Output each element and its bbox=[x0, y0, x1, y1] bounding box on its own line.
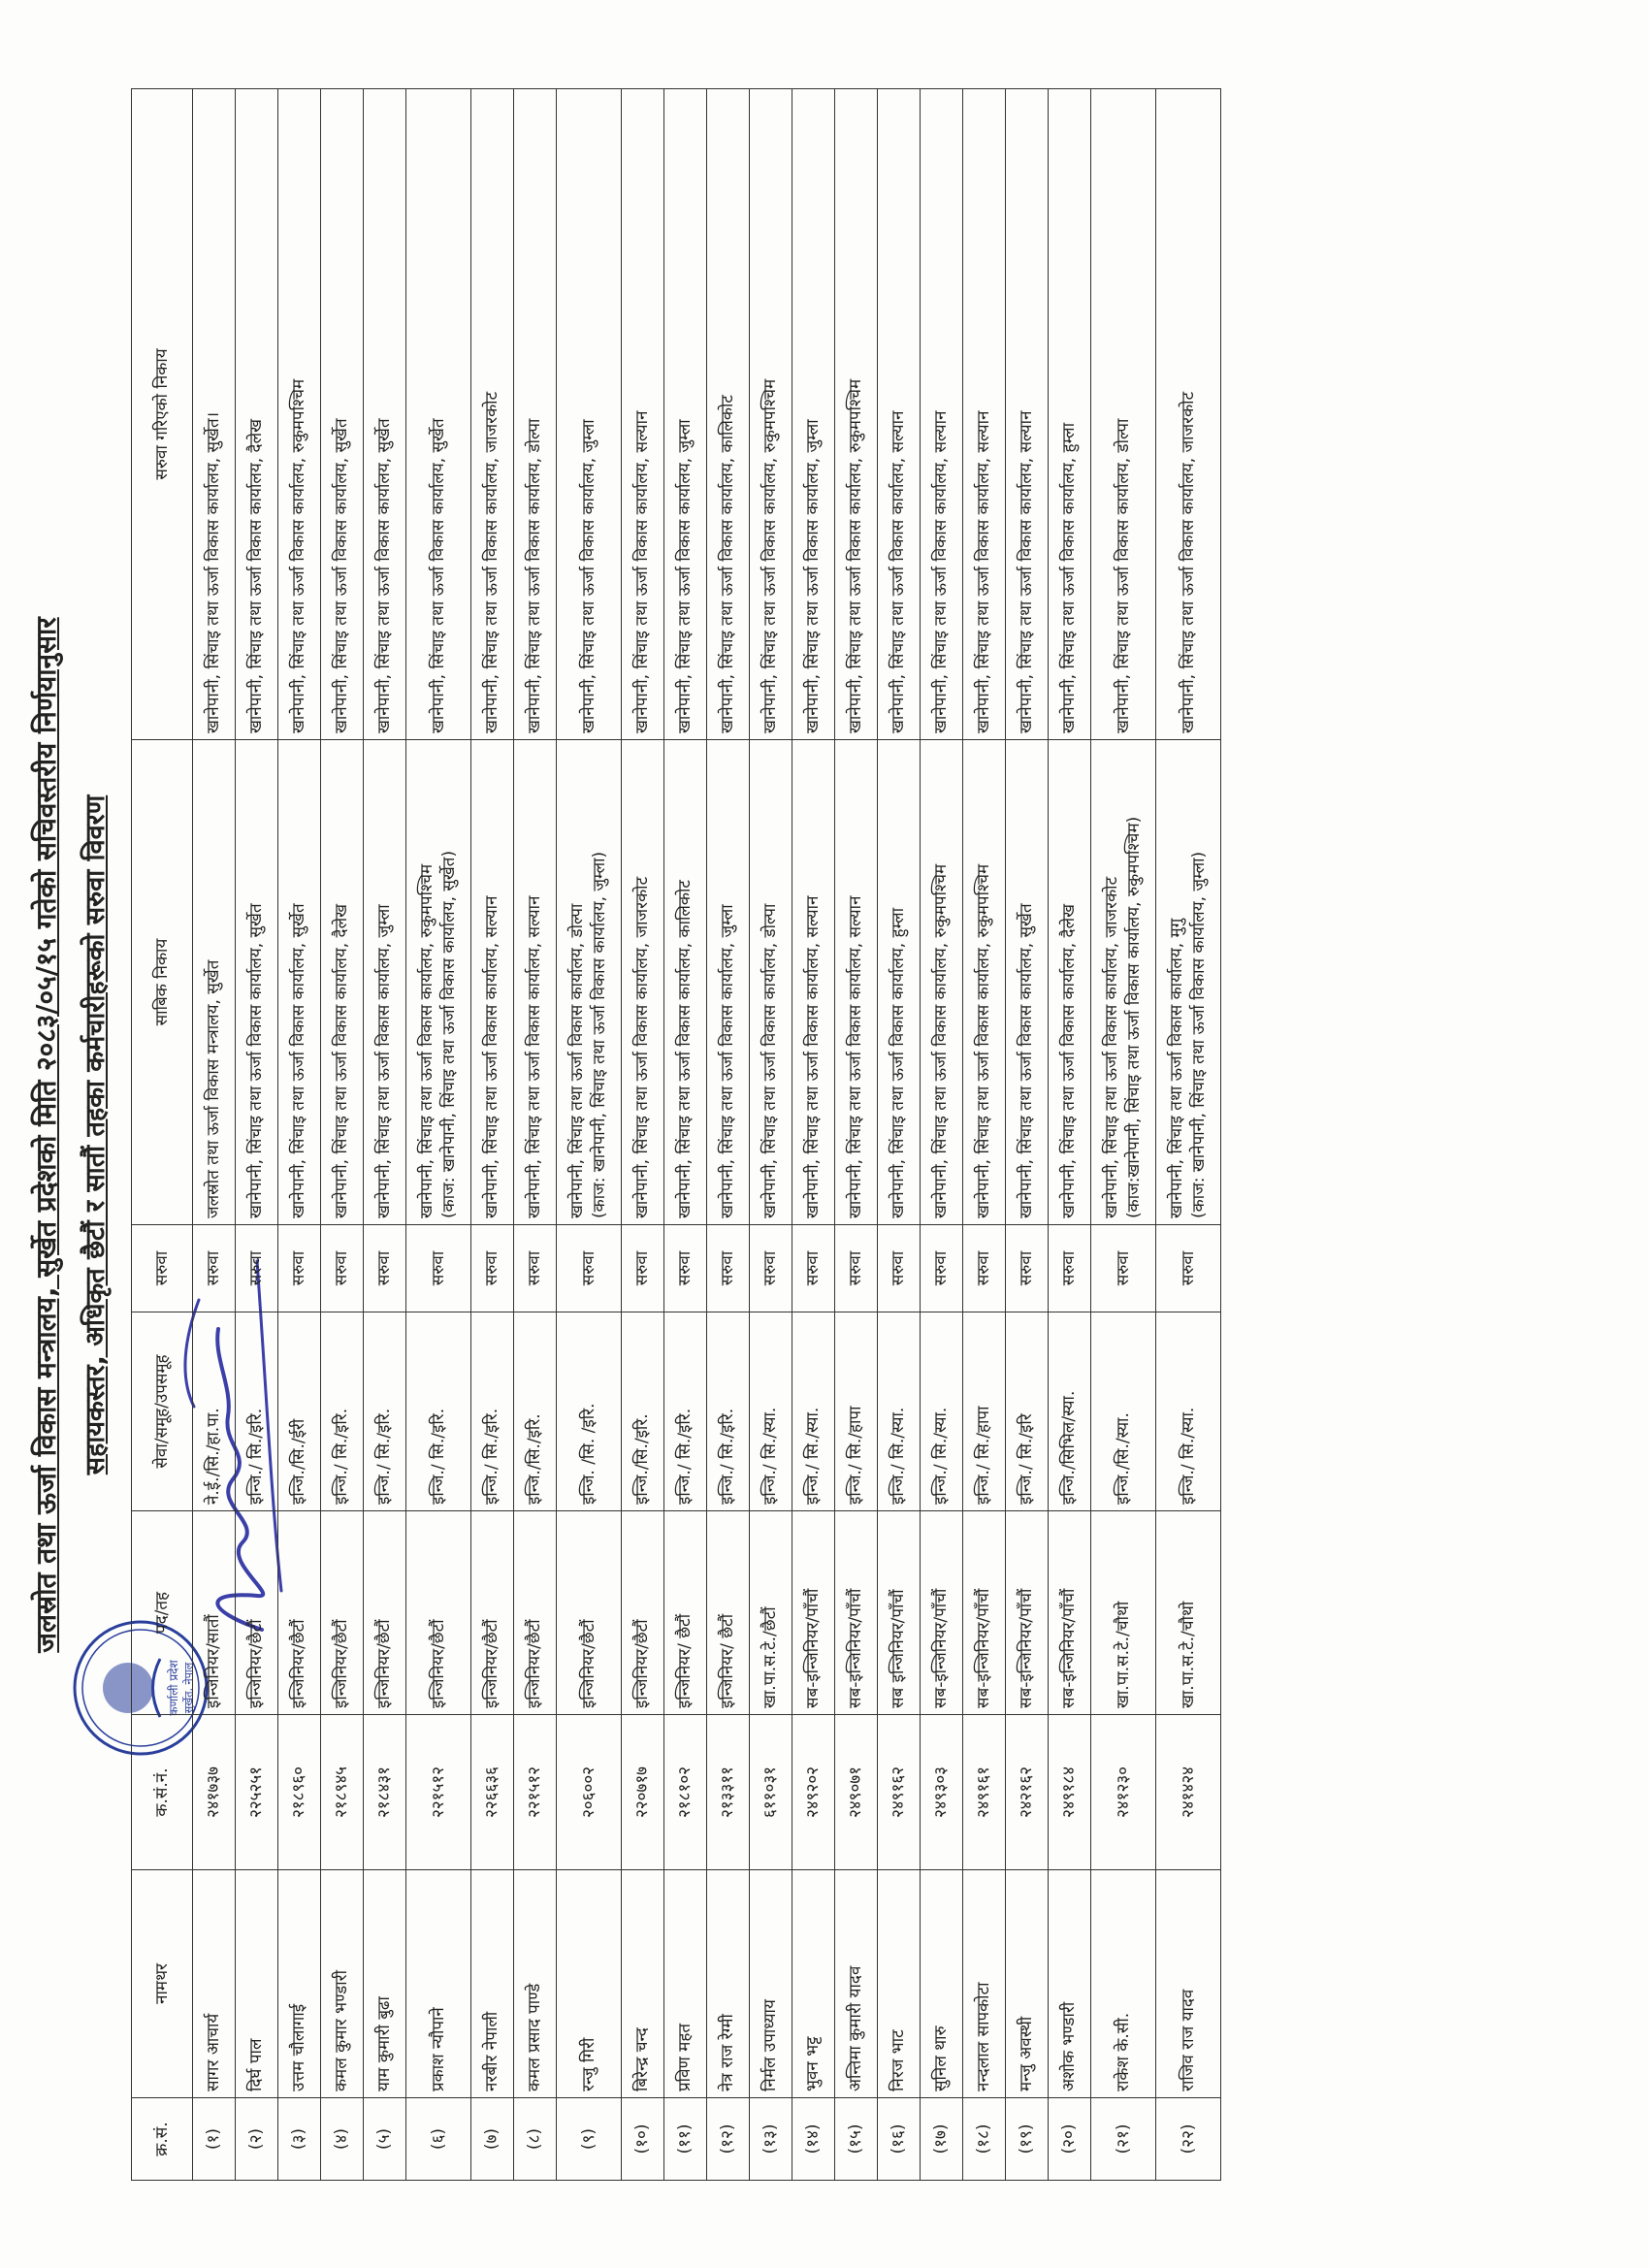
service-cell: इन्जि./सि./इरि. bbox=[514, 1312, 557, 1511]
previous-office-text: खानेपानी, सिंचाइ तथा ऊर्जा विकास कार्यालय, सल्यान bbox=[482, 895, 502, 1218]
service-cell: इन्जि./सिभिल/स्या. bbox=[1049, 1312, 1091, 1511]
serial-cell: (२२) bbox=[1156, 2098, 1221, 2181]
serial-cell: (२०) bbox=[1049, 2098, 1091, 2181]
table-row bbox=[835, 89, 878, 2181]
rotated-document-sheet bbox=[0, 78, 1377, 2192]
post-cell: सब-इन्जिनियर/पाँचौं bbox=[835, 1511, 878, 1715]
previous-office-cell bbox=[792, 740, 835, 1225]
name-cell: प्रविण महत bbox=[664, 1870, 707, 2098]
transfer-cell: सरुवा bbox=[236, 1225, 278, 1312]
transfer-cell: सरुवा bbox=[878, 1225, 921, 1312]
staff-no-cell: २४९१६१ bbox=[963, 1715, 1006, 1870]
serial-cell: (७) bbox=[471, 2098, 514, 2181]
staff-no-cell: २२१५१२ bbox=[406, 1715, 471, 1870]
staff-no-cell: २०६००२ bbox=[557, 1715, 622, 1870]
transfer-cell: सरुवा bbox=[321, 1225, 364, 1312]
new-office-cell: खानेपानी, सिंचाइ तथा ऊर्जा विकास कार्यालय, सल्यान bbox=[622, 89, 664, 740]
name-cell: भुवन भट्ट bbox=[792, 1870, 835, 2098]
new-office-cell: खानेपानी, सिंचाइ तथा ऊर्जा विकास कार्यालय, कालिकोट bbox=[707, 89, 750, 740]
transfer-cell: सरुवा bbox=[750, 1225, 792, 1312]
staff-no-cell: २४१२३० bbox=[1091, 1715, 1156, 1870]
name-cell: याम कुमारी बुढा bbox=[364, 1870, 406, 2098]
previous-office-cell bbox=[236, 740, 278, 1225]
table-row bbox=[707, 89, 750, 2181]
header-previous-office: साबिक निकाय bbox=[132, 740, 193, 1225]
serial-cell: (२) bbox=[236, 2098, 278, 2181]
post-cell: सब-इन्जिनियर/पाँचौं bbox=[792, 1511, 835, 1715]
name-cell: रन्जु गिरी bbox=[557, 1870, 622, 2098]
new-office-cell: खानेपानी, सिंचाइ तथा ऊर्जा विकास कार्यालय, डोल्पा bbox=[1091, 89, 1156, 740]
name-cell: दिर्घ पाल bbox=[236, 1870, 278, 2098]
document-title: जलस्रोत तथा ऊर्जा विकास मन्त्रालय, सुर्खेत प्रदेशको मिति २०८३/०५/१५ गतेको सचिवस्तरीय निर्णयानुसार bbox=[30, 617, 62, 1653]
post-cell: इन्जिनियर/छैटौं bbox=[364, 1511, 406, 1715]
previous-office-text: खानेपानी, सिंचाइ तथा ऊर्जा विकास कार्यालय, रुकुमपश्चिम bbox=[417, 863, 437, 1218]
new-office-cell: खानेपानी, सिंचाइ तथा ऊर्जा विकास कार्यालय, सल्यान bbox=[878, 89, 921, 740]
previous-office-text: खानेपानी, सिंचाइ तथा ऊर्जा विकास कार्यालय, सुर्खेत bbox=[289, 903, 309, 1218]
service-cell: इन्जि./ सि./हापा bbox=[835, 1312, 878, 1511]
serial-cell: (१७) bbox=[921, 2098, 963, 2181]
service-cell: इन्जि./ सि./इरि. bbox=[364, 1312, 406, 1511]
table-row bbox=[1091, 89, 1156, 2181]
serial-cell: (११) bbox=[664, 2098, 707, 2181]
staff-no-cell: ६११०३१ bbox=[750, 1715, 792, 1870]
post-cell: सब-इन्जिनियर/पाँचौं bbox=[963, 1511, 1006, 1715]
post-cell: इन्जिनियर/ छैटौं bbox=[707, 1511, 750, 1715]
previous-office-cell bbox=[1049, 740, 1091, 1225]
name-cell: कमल कुमार भण्डारी bbox=[321, 1870, 364, 2098]
staff-no-cell: २२६६३६ bbox=[471, 1715, 514, 1870]
table-row bbox=[878, 89, 921, 2181]
new-office-cell: खानेपानी, सिंचाइ तथा ऊर्जा विकास कार्यालय, सल्यान bbox=[921, 89, 963, 740]
serial-cell: (१६) bbox=[878, 2098, 921, 2181]
new-office-cell: खानेपानी, सिंचाइ तथा ऊर्जा विकास कार्यालय, सुर्खेत bbox=[364, 89, 406, 740]
table-row bbox=[406, 89, 471, 2181]
transfer-cell: सरुवा bbox=[514, 1225, 557, 1312]
previous-office-text: खानेपानी, सिंचाइ तथा ऊर्जा विकास कार्यालय, जुम्ला bbox=[718, 904, 738, 1218]
transfer-cell: सरुवा bbox=[406, 1225, 471, 1312]
previous-office-cell bbox=[406, 740, 471, 1225]
post-cell: खा.पा.स.टे./चौथो bbox=[1091, 1511, 1156, 1715]
name-cell: बिरेन्द्र चन्द bbox=[622, 1870, 664, 2098]
document-header bbox=[17, 78, 112, 2192]
deputation-note: (काज: खानेपानी, सिंचाइ तथा ऊर्जा विकास कार्यालय, जुम्ला) bbox=[590, 851, 609, 1218]
transfer-cell: सरुवा bbox=[1091, 1225, 1156, 1312]
name-cell: प्रकाश न्यौपाने bbox=[406, 1870, 471, 2098]
post-cell: सब-इन्जिनियर/पाँचौं bbox=[1006, 1511, 1049, 1715]
transfer-cell: सरुवा bbox=[193, 1225, 236, 1312]
previous-office-cell bbox=[471, 740, 514, 1225]
previous-office-text: खानेपानी, सिंचाइ तथा ऊर्जा विकास कार्यालय, दैलेख bbox=[332, 903, 352, 1218]
previous-office-cell bbox=[750, 740, 792, 1225]
table-row bbox=[193, 89, 236, 2181]
previous-office-cell bbox=[514, 740, 557, 1225]
service-cell: इन्जि./ सि./इरि. bbox=[321, 1312, 364, 1511]
serial-cell: (५) bbox=[364, 2098, 406, 2181]
header-post: पद/तह bbox=[132, 1511, 193, 1715]
seal-text-line1: कर्णाली प्रदेश bbox=[167, 1660, 180, 1716]
previous-office-text: खानेपानी, सिंचाइ तथा ऊर्जा विकास कार्यालय, सल्यान bbox=[803, 895, 824, 1218]
new-office-cell: खानेपानी, सिंचाइ तथा ऊर्जा विकास कार्यालय, डोल्पा bbox=[514, 89, 557, 740]
header-service: सेवा/समूह/उपसमूह bbox=[132, 1312, 193, 1511]
previous-office-cell bbox=[622, 740, 664, 1225]
transfer-cell: सरुवा bbox=[664, 1225, 707, 1312]
serial-cell: (९) bbox=[557, 2098, 622, 2181]
header-name: नामथर bbox=[132, 1870, 193, 2098]
table-row bbox=[514, 89, 557, 2181]
new-office-cell: खानेपानी, सिंचाइ तथा ऊर्जा विकास कार्यालय, जुम्ला bbox=[664, 89, 707, 740]
staff-no-cell: २४१४२४ bbox=[1156, 1715, 1221, 1870]
previous-office-cell bbox=[835, 740, 878, 1225]
staff-no-cell: २२०७१७ bbox=[622, 1715, 664, 1870]
previous-office-text: खानेपानी, सिंचाइ तथा ऊर्जा विकास कार्यालय, सुर्खेत bbox=[1017, 903, 1037, 1218]
new-office-cell: खानेपानी, सिंचाइ तथा ऊर्जा विकास कार्यालय, रुकुमपश्चिम bbox=[750, 89, 792, 740]
table-row bbox=[921, 89, 963, 2181]
deputation-note: (काज: खानेपानी, सिंचाइ तथा ऊर्जा विकास कार्यालय, जुम्ला) bbox=[1189, 851, 1209, 1218]
name-cell: नेत्र राज रेग्मी bbox=[707, 1870, 750, 2098]
post-cell: इन्जिनियर/छैटौं bbox=[622, 1511, 664, 1715]
service-cell: इन्जि./ सि./इरि. bbox=[664, 1312, 707, 1511]
transfer-cell: सरुवा bbox=[1156, 1225, 1221, 1312]
service-cell: इन्जि./ सि./स्या. bbox=[750, 1312, 792, 1511]
name-cell: राकेश के.सी. bbox=[1091, 1870, 1156, 2098]
name-cell: राजिव राज यादव bbox=[1156, 1870, 1221, 2098]
new-office-cell: खानेपानी, सिंचाइ तथा ऊर्जा विकास कार्यालय, जाजरकोट bbox=[471, 89, 514, 740]
post-cell: इन्जिनियर/छैटौं bbox=[514, 1511, 557, 1715]
table-row bbox=[750, 89, 792, 2181]
previous-office-cell bbox=[364, 740, 406, 1225]
table-row bbox=[278, 89, 321, 2181]
previous-office-cell bbox=[321, 740, 364, 1225]
name-cell: मन्जु अवस्थी bbox=[1006, 1870, 1049, 2098]
transfer-cell: सरुवा bbox=[921, 1225, 963, 1312]
transfer-cell: सरुवा bbox=[792, 1225, 835, 1312]
table-row bbox=[1006, 89, 1049, 2181]
new-office-cell: खानेपानी, सिंचाइ तथा ऊर्जा विकास कार्यालय, दैलेख bbox=[236, 89, 278, 740]
previous-office-text: खानेपानी, सिंचाइ तथा ऊर्जा विकास कार्यालय, जाजरकोट bbox=[632, 876, 653, 1218]
previous-office-cell bbox=[664, 740, 707, 1225]
post-cell: सब-इन्जिनियर/पाँचौं bbox=[1049, 1511, 1091, 1715]
transfer-cell: सरुवा bbox=[364, 1225, 406, 1312]
name-cell: अशोक भण्डारी bbox=[1049, 1870, 1091, 2098]
service-cell: इन्जि./सि./स्या. bbox=[1091, 1312, 1156, 1511]
serial-cell: (१) bbox=[193, 2098, 236, 2181]
serial-cell: (१८) bbox=[963, 2098, 1006, 2181]
new-office-cell: खानेपानी, सिंचाइ तथा ऊर्जा विकास कार्यालय, सल्यान bbox=[963, 89, 1006, 740]
table-row bbox=[1049, 89, 1091, 2181]
service-cell: ने.ई./सि./हा.पा. bbox=[193, 1312, 236, 1511]
post-cell: इन्जिनियर/छैटौं bbox=[278, 1511, 321, 1715]
service-cell: इन्जि. /सि. /इरि. bbox=[557, 1312, 622, 1511]
post-cell: इन्जिनियर/सातौं bbox=[193, 1511, 236, 1715]
previous-office-text: खानेपानी, सिंचाइ तथा ऊर्जा विकास कार्यालय, मुगु bbox=[1167, 918, 1187, 1218]
transfer-cell: सरुवा bbox=[707, 1225, 750, 1312]
previous-office-cell bbox=[1156, 740, 1221, 1225]
serial-cell: (८) bbox=[514, 2098, 557, 2181]
service-cell: इन्जि./ सि./इरि. bbox=[236, 1312, 278, 1511]
staff-no-cell: २४९०७१ bbox=[835, 1715, 878, 1870]
table-row bbox=[236, 89, 278, 2181]
staff-no-cell: २४२१६२ bbox=[1006, 1715, 1049, 1870]
service-cell: इन्जि./ सि./इरि. bbox=[471, 1312, 514, 1511]
previous-office-text: खानेपानी, सिंचाइ तथा ऊर्जा विकास कार्यालय, दैलेख bbox=[1059, 903, 1080, 1218]
staff-no-cell: २२१५१२ bbox=[514, 1715, 557, 1870]
post-cell: सब-इन्जिनियर/पाँचौं bbox=[921, 1511, 963, 1715]
serial-cell: (१०) bbox=[622, 2098, 664, 2181]
transfer-cell: सरुवा bbox=[963, 1225, 1006, 1312]
name-cell: सागर आचार्य bbox=[193, 1870, 236, 2098]
table-row bbox=[963, 89, 1006, 2181]
serial-cell: (३) bbox=[278, 2098, 321, 2181]
previous-office-cell bbox=[921, 740, 963, 1225]
staff-no-cell: २४९२०२ bbox=[792, 1715, 835, 1870]
previous-office-cell bbox=[557, 740, 622, 1225]
staff-no-cell: २१८१०२ bbox=[664, 1715, 707, 1870]
serial-cell: (२१) bbox=[1091, 2098, 1156, 2181]
header-transfer: सरुवा bbox=[132, 1225, 193, 1312]
staff-no-cell: २४९१६२ bbox=[878, 1715, 921, 1870]
service-cell: इन्जि./ सि./स्या. bbox=[792, 1312, 835, 1511]
table-row bbox=[471, 89, 514, 2181]
post-cell: इन्जिनियर/छैटौं bbox=[471, 1511, 514, 1715]
name-cell: निर्मल उपाध्याय bbox=[750, 1870, 792, 2098]
post-cell: इन्जिनियर/छैटौं bbox=[557, 1511, 622, 1715]
serial-cell: (१३) bbox=[750, 2098, 792, 2181]
table-row bbox=[1156, 89, 1221, 2181]
transfer-cell: सरुवा bbox=[1049, 1225, 1091, 1312]
header-new-office: सरुवा गरिएको निकाय bbox=[132, 89, 193, 740]
new-office-cell: खानेपानी, सिंचाइ तथा ऊर्जा विकास कार्यालय, जुम्ला bbox=[792, 89, 835, 740]
table-row bbox=[321, 89, 364, 2181]
name-cell: कमल प्रसाद पाण्डे bbox=[514, 1870, 557, 2098]
service-cell: इन्जि./ सि./इरि. bbox=[406, 1312, 471, 1511]
staff-no-cell: २१८९४५ bbox=[321, 1715, 364, 1870]
previous-office-text: खानेपानी, सिंचाइ तथा ऊर्जा विकास कार्यालय, जाजरकोट bbox=[1102, 876, 1122, 1218]
previous-office-cell bbox=[878, 740, 921, 1225]
staff-no-cell: २१८९६० bbox=[278, 1715, 321, 1870]
service-cell: इन्जि./सि./ईरी bbox=[278, 1312, 321, 1511]
name-cell: नन्दलाल सापकोटा bbox=[963, 1870, 1006, 2098]
transfer-table bbox=[131, 88, 1221, 2181]
service-cell: इन्जि./ सि./स्या. bbox=[878, 1312, 921, 1511]
new-office-cell: खानेपानी, सिंचाइ तथा ऊर्जा विकास कार्यालय, सल्यान bbox=[1006, 89, 1049, 740]
new-office-cell: खानेपानी, सिंचाइ तथा ऊर्जा विकास कार्यालय, सुर्खेत। bbox=[193, 89, 236, 740]
post-cell: इन्जिनियर/छैटौं bbox=[406, 1511, 471, 1715]
deputation-note: (काज: खानेपानी, सिंचाइ तथा ऊर्जा विकास कार्यालय, सुर्खेत) bbox=[439, 850, 459, 1218]
table-row bbox=[557, 89, 622, 2181]
previous-office-text: खानेपानी, सिंचाइ तथा ऊर्जा विकास कार्यालय, सल्यान bbox=[846, 895, 866, 1218]
transfer-cell: सरुवा bbox=[835, 1225, 878, 1312]
transfer-cell: सरुवा bbox=[278, 1225, 321, 1312]
staff-no-cell: २२५२५१ bbox=[236, 1715, 278, 1870]
header-serial: क्र.सं. bbox=[132, 2098, 193, 2181]
previous-office-cell bbox=[707, 740, 750, 1225]
previous-office-cell bbox=[1006, 740, 1049, 1225]
staff-no-cell: २१३३११ bbox=[707, 1715, 750, 1870]
table-row bbox=[664, 89, 707, 2181]
new-office-cell: खानेपानी, सिंचाइ तथा ऊर्जा विकास कार्यालय, सुर्खेत bbox=[321, 89, 364, 740]
staff-no-cell: २४९१८४ bbox=[1049, 1715, 1091, 1870]
transfer-cell: सरुवा bbox=[1006, 1225, 1049, 1312]
serial-cell: (१५) bbox=[835, 2098, 878, 2181]
previous-office-text: खानेपानी, सिंचाइ तथा ऊर्जा विकास कार्यालय, डोल्पा bbox=[760, 903, 781, 1218]
serial-cell: (४) bbox=[321, 2098, 364, 2181]
transfer-cell: सरुवा bbox=[557, 1225, 622, 1312]
new-office-cell: खानेपानी, सिंचाइ तथा ऊर्जा विकास कार्यालय, हुम्ला bbox=[1049, 89, 1091, 740]
previous-office-text: खानेपानी, सिंचाइ तथा ऊर्जा विकास कार्यालय, जुम्ला bbox=[374, 904, 395, 1218]
new-office-cell: खानेपानी, सिंचाइ तथा ऊर्जा विकास कार्यालय, रुकुमपश्चिम bbox=[835, 89, 878, 740]
previous-office-text: खानेपानी, सिंचाइ तथा ऊर्जा विकास कार्यालय, सल्यान bbox=[525, 895, 545, 1218]
document-subtitle: सहायकस्तर, अधिकृत छैटौं र सातौं तहका कर्मचारीहरूको सरुवा विवरण bbox=[81, 794, 111, 1475]
new-office-cell: खानेपानी, सिंचाइ तथा ऊर्जा विकास कार्यालय, सुर्खेत bbox=[406, 89, 471, 740]
service-cell: इन्जि./ सि./हापा bbox=[963, 1312, 1006, 1511]
post-cell: खा.पा.स.टे./छैटौं bbox=[750, 1511, 792, 1715]
post-cell: खा.पा.स.टे./चौथो bbox=[1156, 1511, 1221, 1715]
post-cell: इन्जिनियर/छैटौं bbox=[321, 1511, 364, 1715]
previous-office-text: खानेपानी, सिंचाइ तथा ऊर्जा विकास कार्यालय, सुर्खेत bbox=[246, 903, 267, 1218]
post-cell: इन्जिनियर/ छैटौं bbox=[664, 1511, 707, 1715]
previous-office-cell bbox=[963, 740, 1006, 1225]
previous-office-text: खानेपानी, सिंचाइ तथा ऊर्जा विकास कार्यालय, हुम्ला bbox=[889, 907, 909, 1218]
previous-office-cell bbox=[1091, 740, 1156, 1225]
new-office-cell: खानेपानी, सिंचाइ तथा ऊर्जा विकास कार्यालय, जुम्ला bbox=[557, 89, 622, 740]
service-cell: इन्जि./सि./इरि. bbox=[622, 1312, 664, 1511]
previous-office-cell bbox=[278, 740, 321, 1225]
service-cell: इन्जि./ सि./इरि. bbox=[707, 1312, 750, 1511]
previous-office-text: खानेपानी, सिंचाइ तथा ऊर्जा विकास कार्यालय, रुकुमपश्चिम bbox=[974, 863, 994, 1218]
serial-cell: (१९) bbox=[1006, 2098, 1049, 2181]
deputation-note: (काज:खानेपानी, सिंचाइ तथा ऊर्जा विकास कार्यालय, रुकुमपश्चिम) bbox=[1124, 816, 1144, 1218]
name-cell: अन्तिमा कुमारी यादव bbox=[835, 1870, 878, 2098]
name-cell: नरबीर नेपाली bbox=[471, 1870, 514, 2098]
new-office-cell: खानेपानी, सिंचाइ तथा ऊर्जा विकास कार्यालय, जाजरकोट bbox=[1156, 89, 1221, 740]
serial-cell: (१२) bbox=[707, 2098, 750, 2181]
table-row bbox=[622, 89, 664, 2181]
previous-office-text: खानेपानी, सिंचाइ तथा ऊर्जा विकास कार्यालय, कालिकोट bbox=[675, 880, 695, 1218]
service-cell: इन्जि./ सि./स्या. bbox=[921, 1312, 963, 1511]
new-office-cell: खानेपानी, सिंचाइ तथा ऊर्जा विकास कार्यालय, रुकुमपश्चिम bbox=[278, 89, 321, 740]
post-cell: सब इन्जिनियर/पाँचौं bbox=[878, 1511, 921, 1715]
post-cell: इन्जिनियर/छैटौं bbox=[236, 1511, 278, 1715]
staff-no-cell: २४९३०३ bbox=[921, 1715, 963, 1870]
serial-cell: (१४) bbox=[792, 2098, 835, 2181]
previous-office-text: खानेपानी, सिंचाइ तथा ऊर्जा विकास कार्यालय, रुकुमपश्चिम bbox=[931, 863, 952, 1218]
table-row bbox=[792, 89, 835, 2181]
transfer-cell: सरुवा bbox=[622, 1225, 664, 1312]
previous-office-text: खानेपानी, सिंचाइ तथा ऊर्जा विकास कार्यालय, डोल्पा bbox=[567, 903, 588, 1218]
previous-office-text: जलस्रोत तथा ऊर्जा विकास मन्त्रालय, सुर्खेत bbox=[204, 959, 224, 1218]
previous-office-cell bbox=[193, 740, 236, 1225]
name-cell: उत्तम चौलागाई bbox=[278, 1870, 321, 2098]
service-cell: इन्जि./ सि./इरि bbox=[1006, 1312, 1049, 1511]
service-cell: इन्जि./ सि./स्या. bbox=[1156, 1312, 1221, 1511]
header-staff-no: क.सं.नं. bbox=[132, 1715, 193, 1870]
table-header-row bbox=[132, 89, 193, 2181]
seal-text-line2: सुर्खेत, नेपाल bbox=[182, 1662, 195, 1714]
name-cell: निरज भाट bbox=[878, 1870, 921, 2098]
table-row bbox=[364, 89, 406, 2181]
table-body bbox=[193, 89, 1221, 2181]
staff-no-cell: २१८४३१ bbox=[364, 1715, 406, 1870]
staff-no-cell: २४१७३७ bbox=[193, 1715, 236, 1870]
transfer-cell: सरुवा bbox=[471, 1225, 514, 1312]
name-cell: सुनिल थारु bbox=[921, 1870, 963, 2098]
serial-cell: (६) bbox=[406, 2098, 471, 2181]
